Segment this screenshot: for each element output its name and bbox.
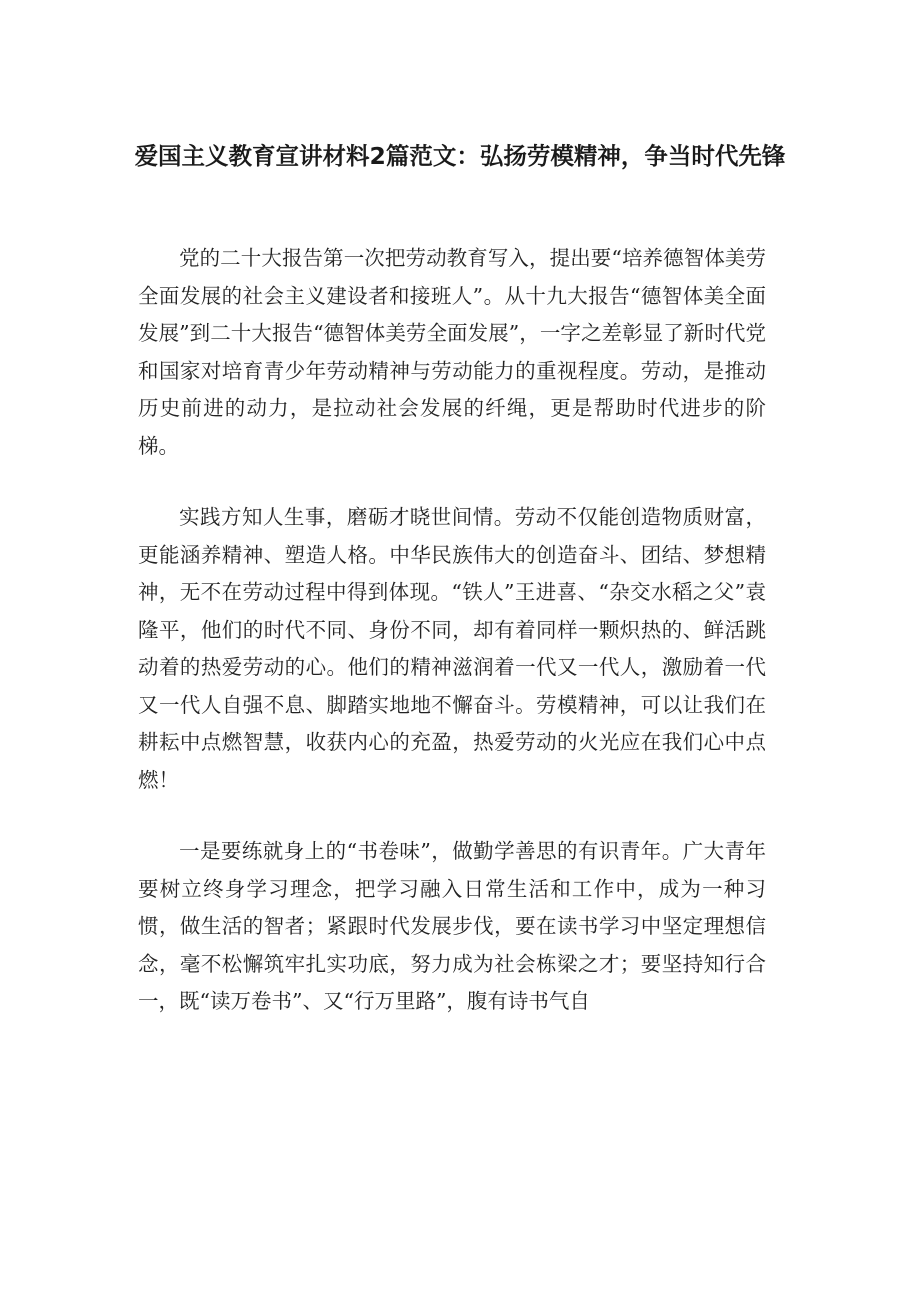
- paragraph-1: 党的二十大报告第一次把劳动教育写入，提出要“培养德智体美劳全面发展的社会主义建设者和接班人”。从十九大报告“德智体美全面发展”到二十大报告“德智体美劳全面发展”，一字之差彰显了新时代党和国家对培育青少年劳动精神与劳动能力的重视程度。劳动，是推动历史前进的动力，是拉动社会发展的纤绳，更是帮助时代进步的阶梯。: [138, 246, 766, 458]
- paragraph-2: 实践方知人生事，磨砺才晓世间情。劳动不仅能创造物质财富，更能涵养精神、塑造人格。中华民族伟大的创造奋斗、团结、梦想精神，无不在劳动过程中得到体现。“铁人”王进喜、“杂交水稻之父”袁隆平，他们的时代不同、身份不同，却有着同样一颗炽热的、鲜活跳动着的热爱劳动的心。他们的精神滋润着一代又一代人，激励着一代又一代人自强不息、脚踏实地地不懈奋斗。劳模精神，可以让我们在耕耘中点燃智慧，收获内心的充盈，热爱劳动的火光应在我们心中点燃！: [138, 505, 766, 792]
- document-body: [138, 240, 766, 1021]
- paragraph-3: 一是要练就身上的“书卷味”，做勤学善思的有识青年。广大青年要树立终身学习理念，把学习融入日常生活和工作中，成为一种习惯，做生活的智者；紧跟时代发展步伐，要在读书学习中坚定理想信念，毫不松懈筑牢扎实功底，努力成为社会栋梁之才；要坚持知行合一，既“读万卷书”、又“行万里路”，腹有诗书气自: [138, 839, 766, 1013]
- document-title: 爱国主义教育宣讲材料2篇范文：弘扬劳模精神，争当时代先锋: [134, 142, 786, 170]
